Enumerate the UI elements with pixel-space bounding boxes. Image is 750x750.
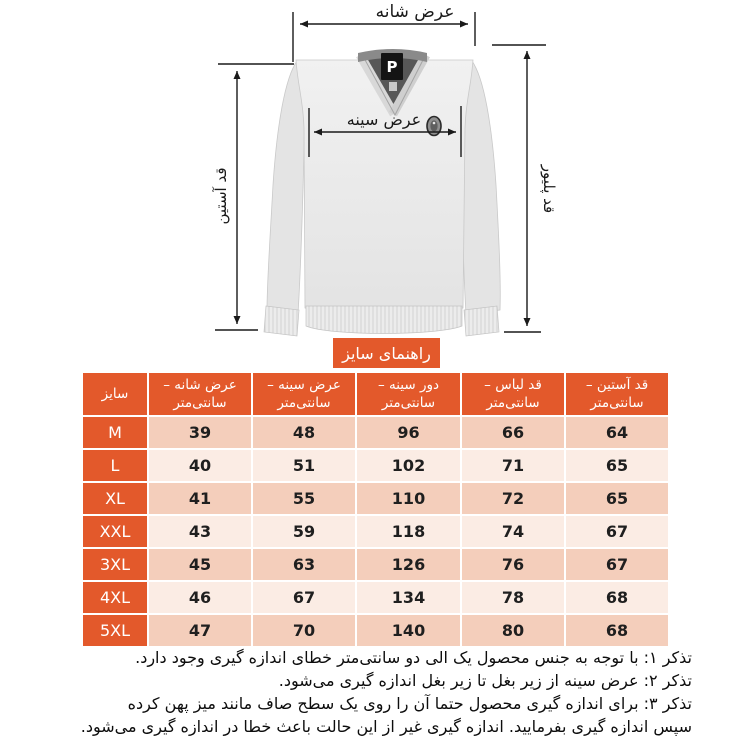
- col-header-size: سایز: [83, 373, 147, 415]
- measurement-notes: [42, 646, 692, 738]
- table-row: XL 41 55 110 72 65: [83, 483, 668, 514]
- collar-logo-letter: P: [386, 58, 398, 76]
- note-1: تذکر ۱: با توجه به جنس محصول یک الی دو سانتی‌متر خطای اندازه گیری وجود دارد.: [135, 648, 692, 667]
- table-row: 5XL 47 70 140 80 68: [83, 615, 668, 646]
- sweater-hem: [306, 306, 462, 334]
- col-header-chest-girth: دور سینه – سانتی‌متر: [357, 373, 460, 415]
- size-table: [81, 371, 670, 648]
- col-header-garment-length: قد لباس – سانتی‌متر: [462, 373, 564, 415]
- col-header-shoulder: عرض شانه – سانتی‌متر: [149, 373, 251, 415]
- label-pullover-length: قد پلیور: [540, 164, 558, 214]
- label-sleeve-length: قد آستین: [212, 167, 230, 225]
- label-shoulder-width: عرض شانه: [375, 2, 455, 22]
- table-row: 4XL 46 67 134 78 68: [83, 582, 668, 613]
- col-header-sleeve-length: قد آستین – سانتی‌متر: [566, 373, 668, 415]
- col-header-chest-width: عرض سینه – سانتی‌متر: [253, 373, 355, 415]
- table-row: L 40 51 102 71 65: [83, 450, 668, 481]
- note-3: تذکر ۳: برای اندازه گیری محصول حتما آن را روی یک سطح صاف مانند میز پهن کرده: [127, 694, 692, 713]
- table-row: M 39 48 96 66 64: [83, 417, 668, 448]
- note-2: تذکر ۲: عرض سینه از زیر بغل تا زیر بغل اندازه گیری می‌شود.: [278, 671, 692, 690]
- note-3-continued: سپس اندازه گیری بفرمایید. اندازه گیری غیر از این حالت باعث خطا در اندازه گیری می‌شود.: [80, 717, 692, 736]
- size-table-header-row: [83, 373, 668, 415]
- collar-size-tag: [389, 82, 397, 91]
- table-row: XXL 43 59 118 74 67: [83, 516, 668, 547]
- size-guide-title: راهنمای سایز: [333, 338, 440, 368]
- label-chest-width: عرض سینه: [346, 110, 422, 129]
- table-row: 3XL 45 63 126 76 67: [83, 549, 668, 580]
- sweater-diagram: [0, 0, 750, 350]
